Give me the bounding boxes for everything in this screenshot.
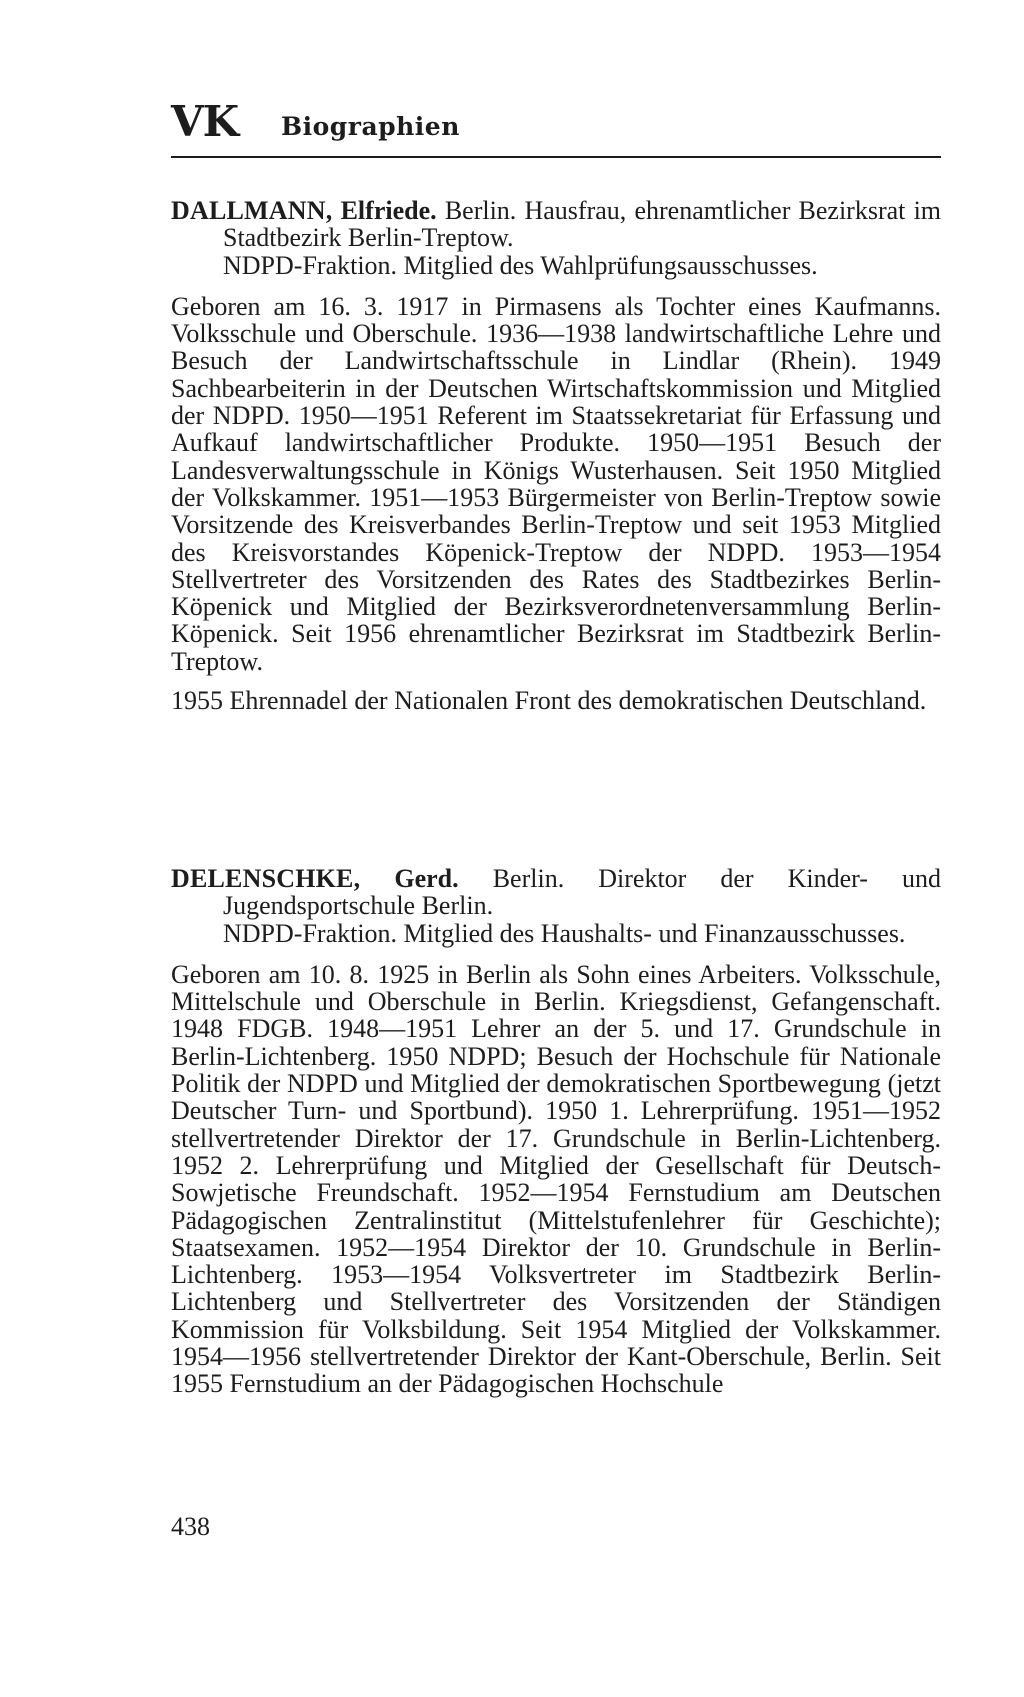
entry-heading bbox=[171, 865, 941, 920]
entry-fraction: NDPD-Fraktion. Mitglied des Haushalts- und Finanzausschusses. bbox=[223, 918, 906, 948]
biography-entry bbox=[171, 197, 941, 714]
section-mark: VK bbox=[171, 97, 239, 146]
entry-summary: Berlin. Hausfrau, ehrenamtlicher Bezirksrat im Stadtbezirk Berlin-Treptow. bbox=[223, 196, 942, 253]
entry-fraction: NDPD-Fraktion. Mitglied des Wahlprüfungsausschusses. bbox=[223, 250, 818, 280]
entry-award: 1955 Ehrennadel der Nationalen Front des demokratischen Deutschland. bbox=[171, 686, 927, 716]
entry-surname: DELENSCHKE, bbox=[171, 864, 361, 893]
entry-summary: Berlin. Direktor der Kinder- und Jugendsportschule Berlin. bbox=[223, 864, 942, 921]
entry-surname: DALLMANN, bbox=[171, 196, 333, 225]
entry-biography: Geboren am 10. 8. 1925 in Berlin als Sohn eines Arbeiters. Volksschule, Mittelschule und Oberschule in Berlin. Kriegsdienst, Gefangenschaft. 1948 FDGB. 1948—1951 Lehrer an der 5. und 17. Grundschule in Berlin-Lichtenberg. 1950 NDPD; Besuch der Hochschule für Nationale Politik der NDPD und Mitglied der demokratischen Sportbewegung (jetzt Deutscher Turn- und Sportbund). 1950 1. Lehrerprüfung. 1951—1952 stellvertretender Direktor der 17. Grundschule in Berlin-Lichtenberg. 1952 2. Lehrerprüfung und Mitglied der Gesellschaft für Deutsch-Sowjetische Freundschaft. 1952—1954 Fernstudium am Deutschen Pädagogischen Zentralinstitut (Mittelstufenlehrer für Geschichte); Staatsexamen. 1952—1954 Direktor der 10. Grundschule in Berlin-Lichtenberg. 1953—1954 Volksvertreter im Stadtbezirk Berlin-Lichtenberg und Stellvertreter des Vorsitzenden der Ständigen Kommission für Volksbildung. Seit 1954 Mitglied der Volkskammer. 1954—1956 stellvertretender Direktor der Kant-Oberschule, Berlin. Seit 1955 Fernstudium an der Pädagogischen Hochschule bbox=[171, 959, 941, 1399]
biography-entry bbox=[171, 865, 941, 1398]
section-title: Biographien bbox=[281, 112, 460, 141]
entry-firstname: Gerd. bbox=[394, 864, 459, 893]
page-number: 438 bbox=[171, 1512, 210, 1541]
header-rule bbox=[171, 156, 941, 158]
entry-biography: Geboren am 16. 3. 1917 in Pirmasens als Tochter eines Kaufmanns. Volksschule und Oberschule. 1936—1938 landwirtschaftliche Lehre und Besuch der Landwirtschaftsschule in Lindlar (Rhein). 1949 Sachbearbeiterin in der Deutschen Wirtschaftskommission und Mitglied der NDPD. 1950—1951 Referent im Staatssekretariat für Erfassung und Aufkauf landwirtschaftlicher Produkte. 1950—1951 Besuch der Landesverwaltungsschule in Königs Wusterhausen. Seit 1950 Mitglied der Volkskammer. 1951—1953 Bürgermeister von Berlin-Treptow sowie Vorsitzende des Kreisverbandes Berlin-Treptow und seit 1953 Mitglied des Kreisvorstandes Köpenick-Treptow der NDPD. 1953—1954 Stellvertreter des Vorsitzenden des Rates des Stadtbezirkes Berlin-Köpenick und Mitglied der Bezirksverordnetenversammlung Berlin-Köpenick. Seit 1956 ehrenamtlicher Bezirksrat im Stadtbezirk Berlin-Treptow. bbox=[171, 291, 941, 676]
entry-firstname: Elfriede. bbox=[340, 196, 437, 225]
entry-heading bbox=[171, 197, 941, 252]
page-header bbox=[171, 98, 941, 158]
